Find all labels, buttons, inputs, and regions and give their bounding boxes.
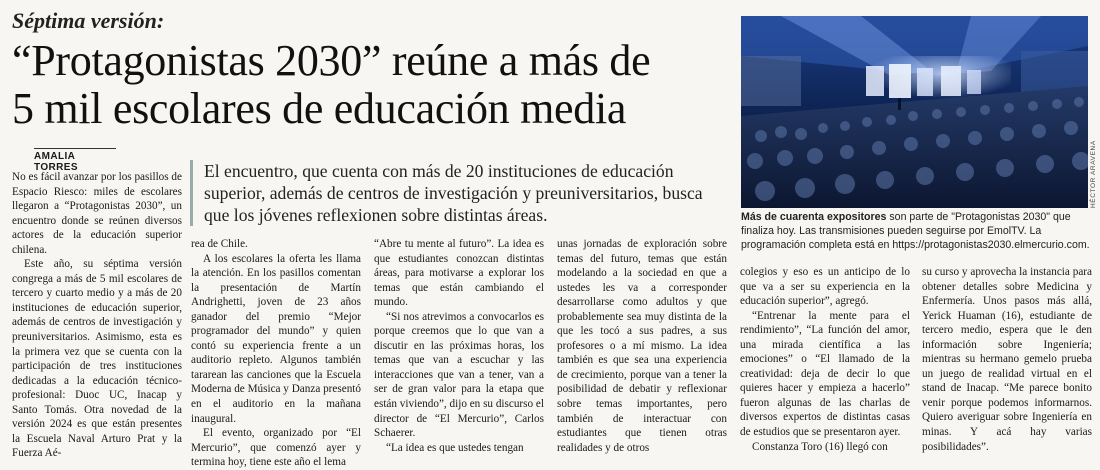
photo-credit: HÉCTOR ARAVENA [1090,140,1097,208]
column-5 [740,265,910,454]
caption-lead: Más de cuarenta expositores [741,211,887,223]
headline-line-1: “Protagonistas 2030” reúne a más de [12,36,651,85]
auditorium-photo-illustration [741,16,1088,208]
paragraph: “La idea es que ustedes tengan [386,441,524,454]
paragraph: su curso y aprovecha la instancia para obtener detalles sobre Medicina y Enfermería. Unos pasos más allá, Yerick Huaman (16), estudiante de tercero medio, espera que le den información sobre Ingeniería; mientras su hermano gemelo prueba un juego de realidad virtual en el stand de Inacap. “Me parece bonito venir porque podemos informarnos. Quiero averiguar sobre Ingeniería en minas. Y acá hay varias posibilidades”. [922,266,1092,453]
headline [12,37,732,133]
deck-rule [190,160,193,226]
event-photo [741,16,1088,208]
photo-caption [741,210,1091,252]
paragraph: “Abre tu mente al futuro”. La idea es que estudiantes conozcan distintas áreas, para motivarse a explorar los temas que están cambiando el mundo. [374,238,544,309]
column-6 [922,265,1092,454]
column-4 [557,237,727,455]
paragraph: rea de Chile. [191,238,248,250]
caption-text: son parte de "Protagonistas 2030" que finaliza hoy. Las transmisiones pueden seguirse por EmolTV. La programación completa está en https://protagonistas2030.elmercurio.com. [741,211,1090,251]
kicker: Séptima versión: [12,8,165,33]
column-3 [374,237,544,455]
paragraph: “Entrenar la mente para el rendimiento”, “La función del amor, una mirada científica a las emociones” o “El llamado de la creatividad: deja de decir lo que quieres hacer y empieza a hacerlo” fueron algunas de las charlas de diversos expertos de distintas casas de estudios que se presentaron ayer. [740,309,910,439]
byline: AMALIA TORRES [34,148,116,173]
column-1 [12,170,182,461]
paragraph: No es fácil avanzar por los pasillos de Espacio Riesco: miles de escolares llegaron a “Protagonistas 2030”, un encuentro donde se reúnen diversos actores de la educación superior chilena. [12,171,182,256]
paragraph: El evento, organizado por “El Mercurio”, que comenzó ayer y termina hoy, tiene este año el lema [191,427,361,469]
paragraph: Constanza Toro (16) llegó con [752,440,888,453]
paragraph: A los escolares la oferta les llama la atención. En los pasillos comentan la presentación de Martín Andrighetti, joven de 23 años ganador del premio “Mejor programador del mundo” y quien contó su experiencia frente a un auditorio repleto. Algunos también tararean las canciones que la Escuela Moderna de Música y Danza presentó en el auditorio en la mañana inaugural. [191,252,361,425]
headline-line-2: 5 mil escolares de educación media [12,84,627,133]
paragraph: “Si nos atrevimos a convocarlos es porque creemos que lo que van a discutir en las próximas horas, los temas que van a escuchar y las interacciones que van a tener, van a ser de gran valor para la etapa que están viviendo”, dijo en su discurso el director de “El Mercurio”, Carlos Schaerer. [374,310,544,440]
paragraph: unas jornadas de exploración sobre temas del futuro, temas que están modelando a la sociedad en que a ustedes les va a corresponder desarrollarse como adultos y que probablemente sea muy distinta de la que les tocó a sus padres, a sus profesores o a mí mismo. La idea también es que sea una experiencia de crecimiento, porque van a tener la posibilidad de debatir y reflexionar sobre temas importantes, pero también de interactuar con estudiantes que tienen otras realidades y de otros [557,238,727,454]
paragraph: colegios y eso es un anticipo de lo que va a ser su experiencia en la educación superior”, agregó. [740,266,910,308]
paragraph: Este año, su séptima versión congrega a más de 5 mil escolares de tercero y cuarto medio y a más de 20 instituciones de educación superior, además de centros de investigación y preuniversitarios. Asimismo, esta es la primera vez que se cuenta con la participación de tres instituciones dedicadas a la educación técnico-profesional: Duoc UC, Inacap y Santo Tomás. Otra novedad de la versión 2024 es que están presentes la Escuela Naval Arturo Prat y la Fuerza Aé- [12,258,182,460]
column-2 [191,237,361,470]
deck: El encuentro, que cuenta con más de 20 instituciones de educación superior, además de centros de investigación y preuniversitarios, busca que los jóvenes reflexionen sobre distintas áreas. [204,161,703,225]
